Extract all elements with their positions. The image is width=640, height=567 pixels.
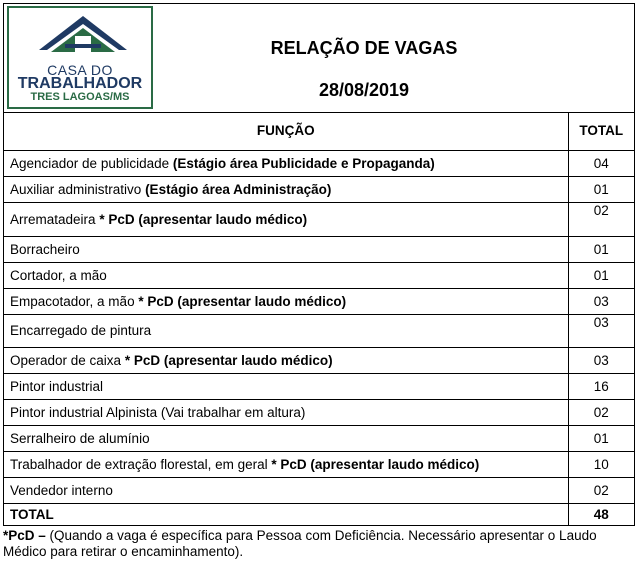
- function-cell: [4, 347, 568, 373]
- total-row: [4, 503, 634, 525]
- function-name: Serralheiro de alumínio: [10, 430, 150, 446]
- logo-line-3: TRES LAGOAS/MS: [30, 91, 130, 103]
- page-title: RELAÇÃO DE VAGAS: [270, 38, 458, 58]
- function-cell: [4, 425, 568, 451]
- column-header-total: TOTAL: [568, 112, 634, 150]
- table-body: [4, 150, 634, 525]
- column-header-function: FUNÇÃO: [4, 112, 568, 150]
- function-note: (Estágio área Administração): [145, 181, 332, 197]
- footnote-text: (Quando a vaga é específica para Pessoa com Deficiência. Necessário apresentar o Laudo Médico para retirar o encaminhamento).: [3, 528, 597, 559]
- function-name: Pintor industrial Alpinista (Vai trabalhar em altura): [10, 404, 306, 420]
- total-cell: 03: [568, 314, 634, 347]
- function-cell: [4, 236, 568, 262]
- function-name: Trabalhador de extração florestal, em geral: [10, 456, 268, 472]
- total-value: 48: [568, 503, 634, 525]
- total-cell: 01: [568, 236, 634, 262]
- footnote: [3, 528, 637, 560]
- function-cell: [4, 202, 568, 236]
- function-name: Auxiliar administrativo: [10, 181, 142, 197]
- footnote-label: *PcD –: [3, 528, 46, 543]
- function-cell: [4, 399, 568, 425]
- total-cell: 01: [568, 176, 634, 202]
- total-cell: 04: [568, 150, 634, 176]
- table-row: [4, 202, 634, 236]
- table-row: [4, 373, 634, 399]
- header: [4, 4, 634, 113]
- function-name: Pintor industrial: [10, 378, 104, 394]
- logo-line-1: CASA DO: [47, 62, 113, 78]
- total-cell: 02: [568, 202, 634, 236]
- function-cell: [4, 314, 568, 347]
- vacancy-table: [4, 112, 634, 526]
- function-name: Empacotador, a mão: [10, 293, 135, 309]
- function-note: * PcD (apresentar laudo médico): [124, 352, 333, 368]
- function-name: Borracheiro: [10, 241, 80, 257]
- table-row: [4, 288, 634, 314]
- function-name: Cortador, a mão: [10, 267, 107, 283]
- casa-do-trabalhador-logo: [7, 6, 153, 109]
- table-row: [4, 347, 634, 373]
- function-cell: [4, 176, 568, 202]
- function-name: Arrematadeira: [10, 211, 96, 227]
- function-cell: [4, 451, 568, 477]
- total-cell: 03: [568, 347, 634, 373]
- table-row: [4, 477, 634, 503]
- total-cell: 02: [568, 399, 634, 425]
- table-row: [4, 451, 634, 477]
- table-row: [4, 236, 634, 262]
- function-name: Vendedor interno: [10, 482, 113, 498]
- total-cell: 16: [568, 373, 634, 399]
- table-row: [4, 176, 634, 202]
- function-note: * PcD (apresentar laudo médico): [99, 211, 308, 227]
- table-row: [4, 262, 634, 288]
- function-name: Agenciador de publicidade: [10, 155, 170, 171]
- function-name: Encarregado de pintura: [10, 323, 152, 338]
- vacancy-sheet: [3, 3, 635, 526]
- function-cell: [4, 373, 568, 399]
- function-name: Operador de caixa: [10, 352, 122, 368]
- total-cell: 10: [568, 451, 634, 477]
- function-cell: [4, 150, 568, 176]
- page-date: 28/08/2019: [318, 80, 410, 100]
- logo-line-2: TRABALHADOR: [17, 75, 143, 92]
- function-note: * PcD (apresentar laudo médico): [138, 293, 347, 309]
- total-label: TOTAL: [4, 503, 568, 525]
- function-cell: [4, 288, 568, 314]
- table-header-row: [4, 112, 634, 150]
- total-cell: 01: [568, 262, 634, 288]
- table-row: [4, 399, 634, 425]
- function-cell: [4, 477, 568, 503]
- table-row: [4, 425, 634, 451]
- table-row: [4, 314, 634, 347]
- total-cell: 01: [568, 425, 634, 451]
- total-cell: 03: [568, 288, 634, 314]
- total-cell: 02: [568, 477, 634, 503]
- function-cell: [4, 262, 568, 288]
- function-note: * PcD (apresentar laudo médico): [271, 456, 480, 472]
- table-row: [4, 150, 634, 176]
- function-note: (Estágio área Publicidade e Propaganda): [172, 155, 435, 171]
